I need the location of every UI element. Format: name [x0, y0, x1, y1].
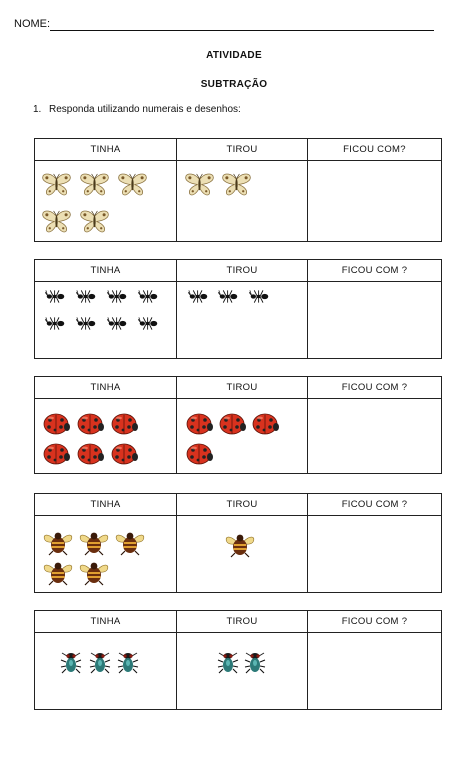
header-tirou: TIROU	[177, 139, 308, 161]
tinha-cell	[35, 516, 177, 593]
ficou-com-answer-cell[interactable]	[308, 399, 442, 474]
tirou-cell	[177, 516, 308, 593]
worksheet-table-3	[34, 376, 442, 474]
header-tirou: TIROU	[177, 260, 308, 282]
ladybug-icon	[185, 411, 213, 437]
header-ficou-com: FICOU COM ?	[308, 377, 442, 399]
tinha-cell	[35, 282, 177, 359]
worksheet-table-2	[34, 259, 442, 359]
header-ficou-com: FICOU COM?	[308, 139, 442, 161]
ladybug-icon	[110, 441, 138, 467]
header-ficou-com: FICOU COM ?	[308, 260, 442, 282]
subject-title: SUBTRAÇÃO	[200, 79, 268, 90]
ant-icon	[107, 288, 128, 305]
header-tinha: TINHA	[35, 260, 177, 282]
worksheet-table-1	[34, 138, 442, 242]
ant-icon	[45, 288, 66, 305]
ficou-com-answer-cell[interactable]	[308, 633, 442, 710]
worksheet-table-5	[34, 610, 442, 710]
butterfly-icon	[221, 172, 252, 197]
ladybug-icon	[251, 411, 279, 437]
instruction	[33, 104, 241, 115]
fly-icon	[216, 650, 240, 674]
tinha-cell	[35, 161, 177, 242]
ladybug-icon	[42, 441, 70, 467]
instruction-number: 1.	[33, 104, 42, 115]
butterfly-icon	[41, 209, 72, 234]
header-tirou: TIROU	[177, 377, 308, 399]
name-underline[interactable]	[50, 30, 434, 31]
fly-icon	[116, 650, 140, 674]
butterfly-icon	[184, 172, 215, 197]
header-ficou-com: FICOU COM ?	[308, 494, 442, 516]
bee-icon	[78, 529, 110, 556]
header-tinha: TINHA	[35, 377, 177, 399]
butterfly-icon	[117, 172, 148, 197]
header-tirou: TIROU	[177, 494, 308, 516]
ant-icon	[76, 315, 97, 332]
ladybug-icon	[76, 441, 104, 467]
ficou-com-answer-cell[interactable]	[308, 161, 442, 242]
tirou-cell	[177, 633, 308, 710]
ant-icon	[76, 288, 97, 305]
instruction-text: Responda utilizando numerais e desenhos:	[49, 104, 241, 115]
name-field[interactable]	[14, 18, 434, 34]
ficou-com-answer-cell[interactable]	[308, 282, 442, 359]
butterfly-icon	[79, 209, 110, 234]
header-tinha: TINHA	[35, 611, 177, 633]
header-tinha: TINHA	[35, 139, 177, 161]
fly-icon	[88, 650, 112, 674]
ant-icon	[107, 315, 128, 332]
ladybug-icon	[185, 441, 213, 467]
tirou-cell	[177, 161, 308, 242]
ant-icon	[138, 288, 159, 305]
ladybug-icon	[42, 411, 70, 437]
ant-icon	[188, 288, 209, 305]
header-tinha: TINHA	[35, 494, 177, 516]
ladybug-icon	[218, 411, 246, 437]
ant-icon	[218, 288, 239, 305]
ladybug-icon	[76, 411, 104, 437]
butterfly-icon	[79, 172, 110, 197]
fly-icon	[59, 650, 83, 674]
ficou-com-answer-cell[interactable]	[308, 516, 442, 593]
bee-icon	[114, 529, 146, 556]
activity-title: ATIVIDADE	[206, 50, 262, 61]
header-tirou: TIROU	[177, 611, 308, 633]
tinha-cell	[35, 633, 177, 710]
worksheet-table-4	[34, 493, 442, 593]
tirou-cell	[177, 282, 308, 359]
tinha-cell	[35, 399, 177, 474]
bee-icon	[42, 529, 74, 556]
bee-icon	[78, 559, 110, 586]
ladybug-icon	[110, 411, 138, 437]
bee-icon	[42, 559, 74, 586]
butterfly-icon	[41, 172, 72, 197]
tirou-cell	[177, 399, 308, 474]
header-ficou-com: FICOU COM ?	[308, 611, 442, 633]
ant-icon	[138, 315, 159, 332]
fly-icon	[243, 650, 267, 674]
ant-icon	[249, 288, 270, 305]
ant-icon	[45, 315, 66, 332]
name-label: NOME:	[14, 18, 51, 30]
bee-icon	[224, 531, 256, 558]
